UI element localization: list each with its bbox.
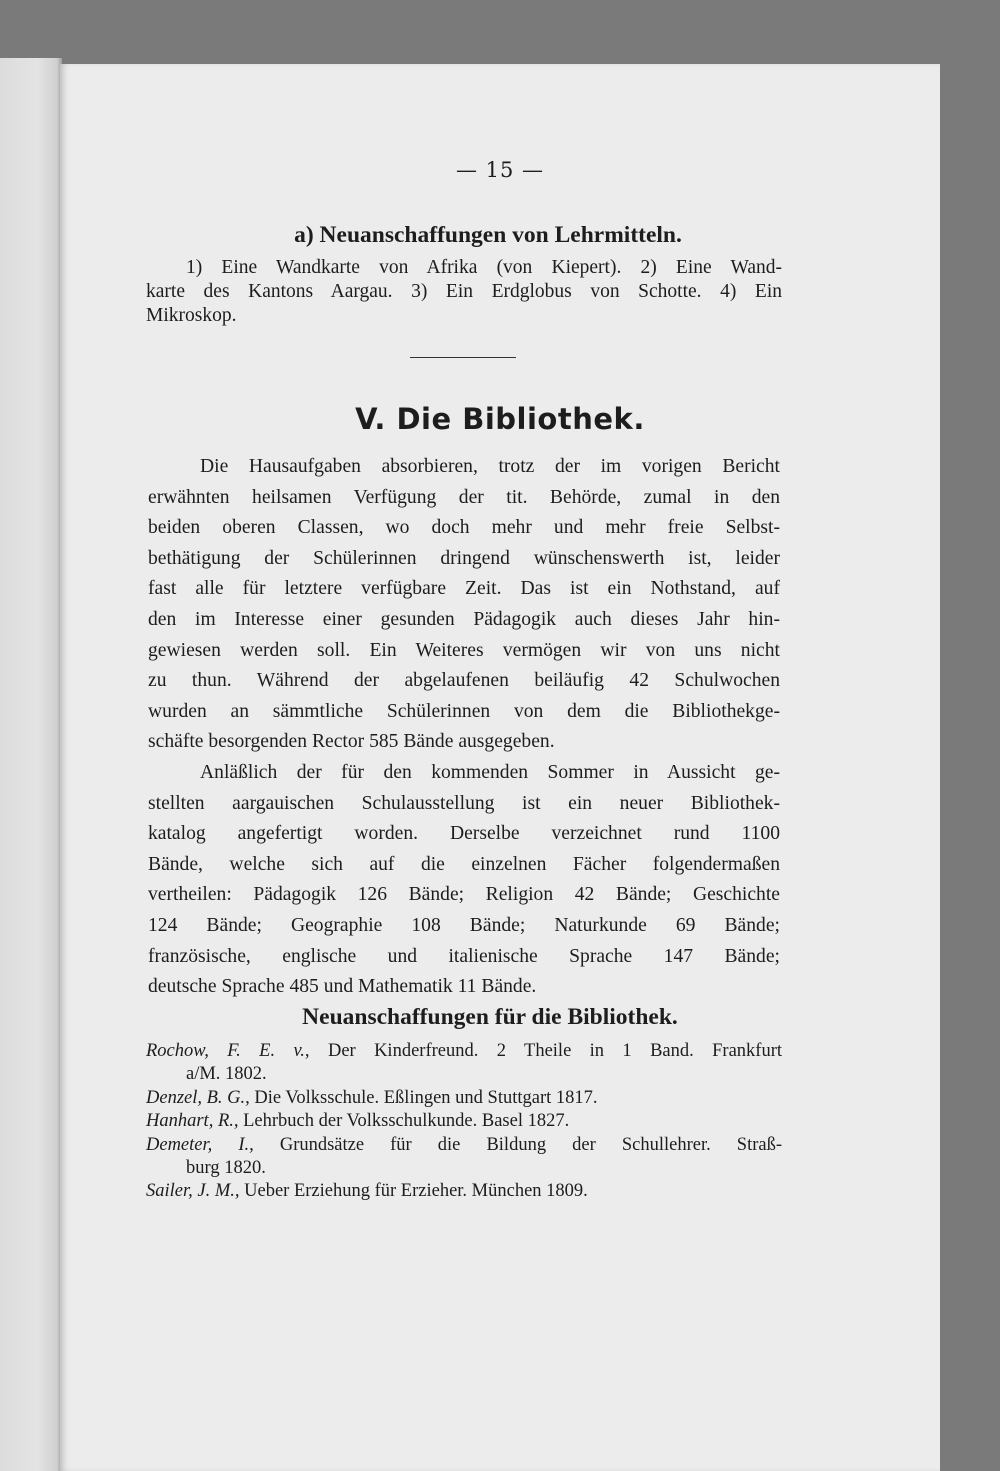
section-a-line: 1) Eine Wandkarte von Afrika (von Kiepert). 2) Eine Wand- [186, 257, 782, 278]
body-line: erwähnten heilsamen Verfügung der tit. Behörde, zumal in den [148, 486, 780, 508]
body-line: beiden oberen Classen, wo doch mehr und mehr freie Selbst- [148, 517, 780, 539]
body-line: Die Hausaufgaben absorbieren, trotz der im vorigen Bericht [200, 456, 780, 477]
entry-author: Rochow, F. E. v., [146, 1041, 310, 1061]
entry-author: Hanhart, R., [146, 1111, 239, 1132]
chapter-title: V. Die Bibliothek. [355, 402, 645, 436]
section-a-line: karte des Kantons Aargau. 3) Ein Erdglobus von Schotte. 4) Ein [146, 281, 782, 302]
entry-continuation: a/M. 1802. [186, 1064, 267, 1085]
page-number: — 15 — [455, 158, 545, 182]
entry-text: Der Kinderfreund. 2 Theile in 1 Band. Frankfurt [327, 1041, 782, 1061]
entry-author: Sailer, J. M., [146, 1181, 240, 1202]
list-item [146, 1134, 782, 1157]
body-line: deutsche Sprache 485 und Mathematik 11 Bände. [148, 976, 537, 998]
body-line: Anläßlich der für den kommenden Sommer in Aussicht ge- [200, 761, 780, 783]
section-divider [410, 357, 516, 358]
list-item [146, 1087, 782, 1110]
facing-page-edge [0, 58, 62, 1471]
body-line: stellten aargauischen Schulausstellung ist ein neuer Bibliothek- [148, 792, 780, 814]
body-text [148, 452, 780, 1003]
section-a-paragraph [146, 256, 782, 328]
body-line: zu thun. Während der abgelaufenen beiläufig 42 Schulwochen [148, 670, 780, 692]
body-line: fast alle für letztere verfügbare Zeit. Das ist ein Nothstand, auf [148, 578, 780, 600]
section-b-heading: Neuanschaffungen für die Bibliothek. [302, 1004, 678, 1030]
body-line: Bände, welche sich auf die einzelnen Fächer folgendermaßen [148, 853, 780, 875]
body-line: vertheilen: Pädagogik 126 Bände; Religion 42 Bände; Geschichte [148, 884, 780, 906]
entry-author: Demeter, I., [146, 1134, 254, 1155]
list-item [146, 1180, 782, 1203]
body-line: französische, englische und italienische Sprache 147 Bände; [148, 945, 780, 967]
body-line: bethätigung der Schülerinnen dringend wünschenswerth ist, leider [148, 547, 780, 569]
list-item [146, 1040, 782, 1063]
entry-text: Grundsätze für die Bildung der Schullehrer. Straß- [279, 1134, 782, 1155]
acquisitions-list [146, 1040, 782, 1204]
entry-text: Die Volksschule. Eßlingen und Stuttgart 1817. [254, 1087, 598, 1108]
list-item [146, 1110, 782, 1133]
entry-text: Ueber Erziehung für Erzieher. München 1809. [244, 1181, 588, 1202]
body-line: 124 Bände; Geographie 108 Bände; Naturkunde 69 Bände; [148, 914, 780, 936]
section-a-line: Mikroskop. [146, 305, 237, 326]
body-line: den im Interesse einer gesunden Pädagogik auch dieses Jahr hin- [148, 608, 780, 630]
body-line: schäfte besorgenden Rector 585 Bände ausgegeben. [148, 731, 555, 753]
entry-author: Denzel, B. G., [146, 1087, 250, 1108]
body-line: gewiesen werden soll. Ein Weiteres vermögen wir von uns nicht [148, 639, 780, 661]
section-a-heading: a) Neuanschaffungen von Lehrmitteln. [294, 222, 682, 248]
book-page [60, 64, 940, 1471]
body-line: katalog angefertigt worden. Derselbe verzeichnet rund 1100 [148, 823, 780, 845]
entry-text: Lehrbuch der Volksschulkunde. Basel 1827. [243, 1111, 570, 1132]
body-line: wurden an sämmtliche Schülerinnen von dem die Bibliothekge- [148, 700, 780, 722]
entry-continuation: burg 1820. [186, 1158, 266, 1179]
